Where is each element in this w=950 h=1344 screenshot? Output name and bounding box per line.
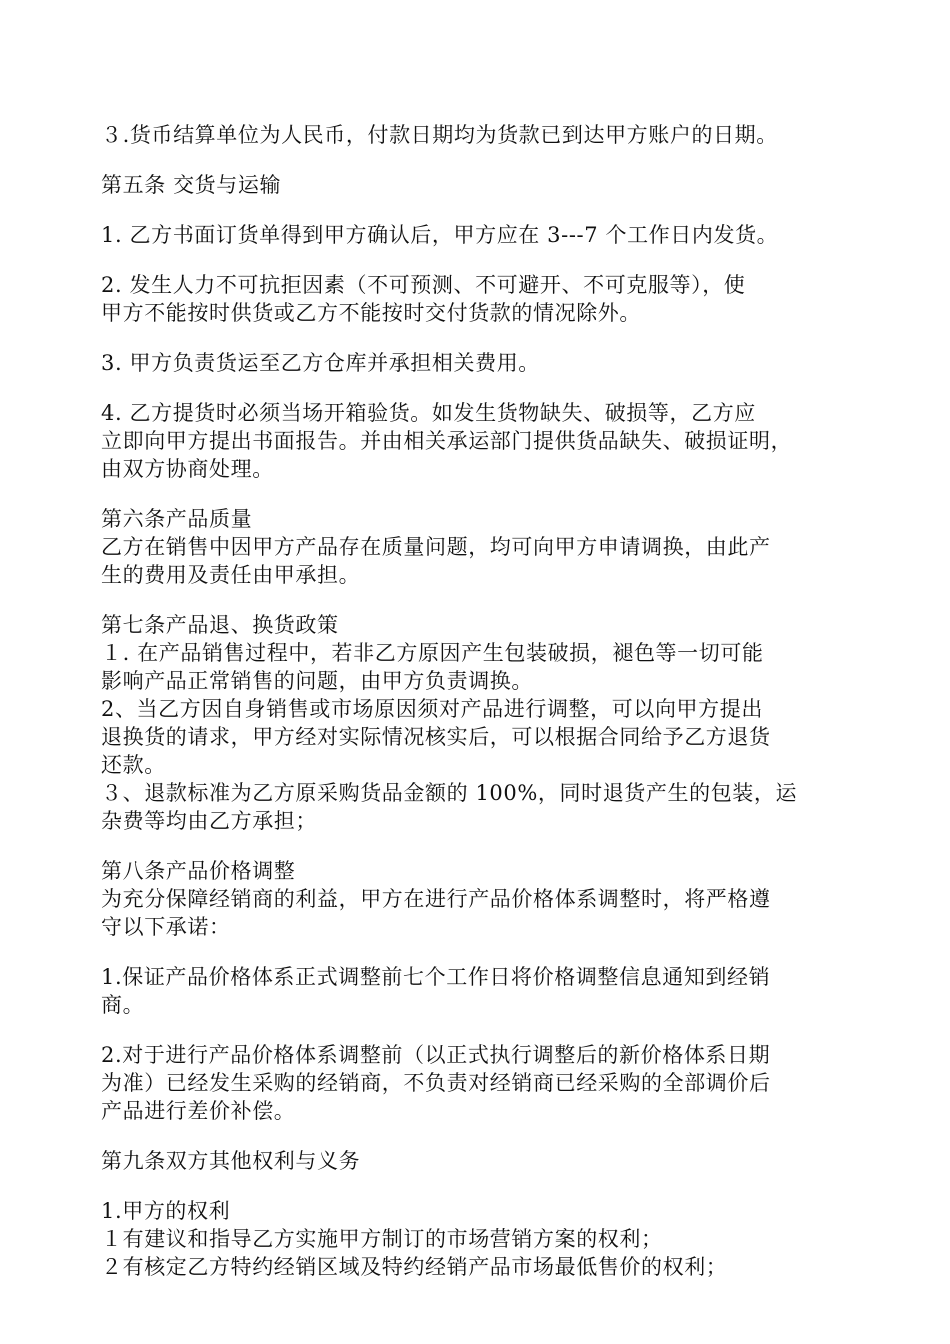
paragraph-delivery-4: 4. 乙方提货时必须当场开箱验货。如发生货物缺失、破损等，乙方应: [101, 401, 756, 425]
paragraph-delivery-4-end: 由双方协商处理。: [101, 457, 274, 481]
paragraph-pricing-2-cont: 为准）已经发生采购的经销商，不负责对经销商已经采购的全部调价后: [101, 1071, 771, 1095]
paragraph-returns-2: 2、当乙方因自身销售或市场原因须对产品进行调整，可以向甲方提出: [101, 697, 763, 721]
section-heading-delivery: 第五条 交货与运输: [101, 173, 282, 197]
list-item-right-2: ２有核定乙方特约经销区域及特约经销产品市场最低售价的权利；: [101, 1255, 728, 1279]
paragraph-quality-cont: 生的费用及责任由甲承担。: [101, 563, 361, 587]
paragraph-returns-2-cont: 退换货的请求，甲方经对实际情况核实后，可以根据合同给予乙方退货: [101, 725, 771, 749]
section-heading-pricing: 第八条产品价格调整: [101, 859, 296, 883]
paragraph-pricing-intro: 为充分保障经销商的利益，甲方在进行产品价格体系调整时，将严格遵: [101, 887, 771, 911]
paragraph-returns-1: １. 在产品销售过程中，若非乙方原因产生包装破损，褪色等一切可能: [101, 641, 764, 665]
subheading-party-a-rights: 1.甲方的权利: [101, 1199, 231, 1223]
paragraph-returns-3-cont: 杂费等均由乙方承担；: [101, 809, 317, 833]
paragraph-delivery-2-cont: 甲方不能按时供货或乙方不能按时交付货款的情况除外。: [101, 301, 641, 325]
paragraph-returns-1-cont: 影响产品正常销售的问题，由甲方负责调换。: [101, 669, 533, 693]
paragraph-quality: 乙方在销售中因甲方产品存在质量问题，均可向甲方申请调换，由此产: [101, 535, 771, 559]
paragraph-pricing-1-cont: 商。: [101, 993, 145, 1017]
paragraph-delivery-1: 1. 乙方书面订货单得到甲方确认后，甲方应在 3---7 个工作日内发货。: [101, 223, 779, 247]
paragraph-pricing-intro-cont: 守以下承诺：: [101, 915, 231, 939]
section-heading-quality: 第六条产品质量: [101, 507, 253, 531]
document-body: [101, 121, 861, 1281]
paragraph-pricing-1: 1.保证产品价格体系正式调整前七个工作日将价格调整信息通知到经销: [101, 965, 771, 989]
section-heading-returns: 第七条产品退、换货政策: [101, 613, 339, 637]
section-heading-rights: 第九条双方其他权利与义务: [101, 1149, 361, 1173]
paragraph-returns-3: ３、退款标准为乙方原采购货品金额的 100%，同时退货产生的包装，运: [101, 781, 798, 805]
paragraph-pricing-2: 2.对于进行产品价格体系调整前（以正式执行调整后的新价格体系日期: [101, 1043, 771, 1067]
paragraph-delivery-4-cont: 立即向甲方提出书面报告。并由相关承运部门提供货品缺失、破损证明，: [101, 429, 793, 453]
paragraph-delivery-3: 3. 甲方负责货运至乙方仓库并承担相关费用。: [101, 351, 540, 375]
paragraph-returns-2-end: 还款。: [101, 753, 166, 777]
list-item-right-1: １有建议和指导乙方实施甲方制订的市场营销方案的权利；: [101, 1227, 663, 1251]
paragraph-delivery-2: 2. 发生人力不可抗拒因素（不可预测、不可避开、不可克服等），使: [101, 273, 746, 297]
paragraph-pricing-2-end: 产品进行差价补偿。: [101, 1099, 296, 1123]
paragraph-payment-currency: ３.货币结算单位为人民币，付款日期均为货款已到达甲方账户的日期。: [101, 123, 778, 147]
